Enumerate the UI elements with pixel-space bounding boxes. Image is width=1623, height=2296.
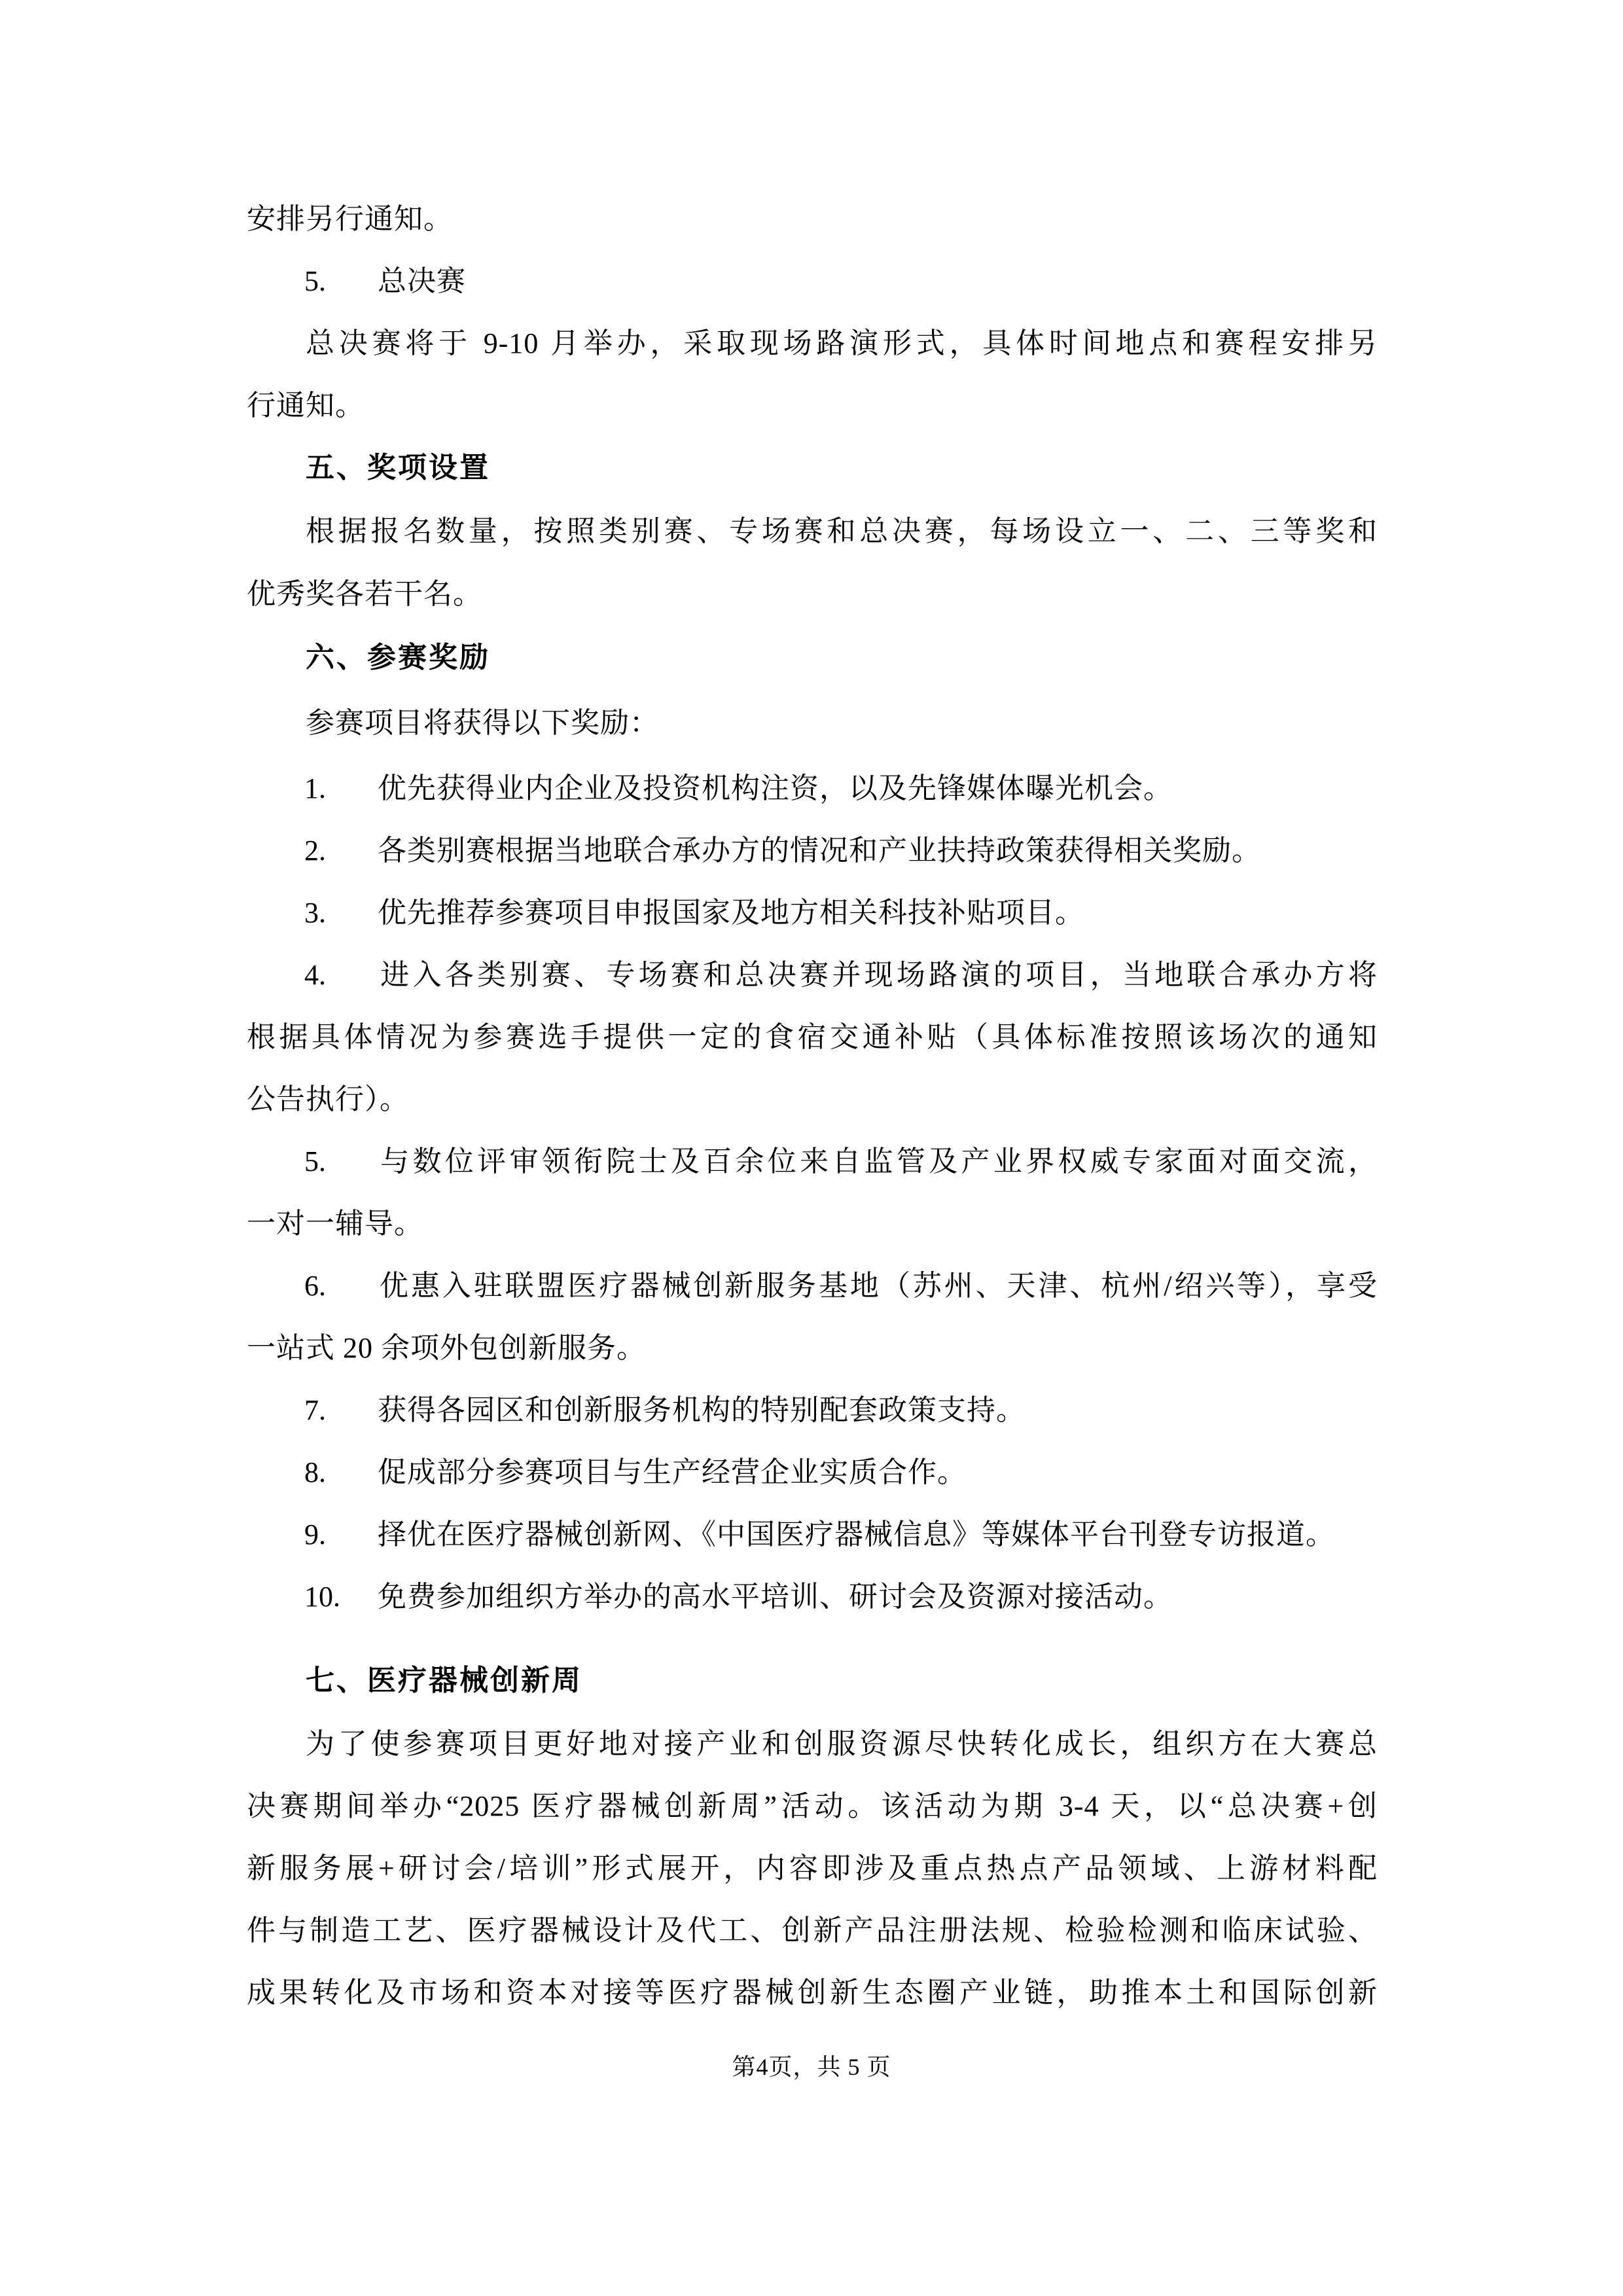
- list-item: [247, 882, 1378, 944]
- list-item-number: 7.: [304, 1394, 326, 1426]
- list-item: [247, 944, 1378, 1007]
- section-heading-innovation-week: 七、医疗器械创新周: [306, 1664, 582, 1696]
- body-text-line: 根据具体情况为参赛选手提供一定的食宿交通补贴（具体标准按照该场次的通知: [247, 1021, 1378, 1053]
- page-number-footer: 第4页，共 5 页: [732, 2054, 891, 2080]
- body-text-line: 决赛期间举办“2025 医疗器械创新周”活动。该活动为期 3-4 天，以“总决赛+创: [247, 1790, 1378, 1822]
- list-item-text: 获得各园区和创新服务机构的特别配套政策支持。: [378, 1394, 1026, 1426]
- list-item: [247, 1130, 1378, 1193]
- list-item: [247, 819, 1378, 882]
- list-item-text: 进入各类别赛、专场赛和总决赛并现场路演的项目，当地联合承办方将: [378, 959, 1378, 991]
- body-text-line: 优秀奖各若干名。: [247, 578, 482, 610]
- body-text-line: 件与制造工艺、医疗器械设计及代工、创新产品注册法规、检验检测和临床试验、: [247, 1914, 1378, 1946]
- body-text-line: 为了使参赛项目更好地对接产业和创服资源尽快转化成长，组织方在大赛总: [306, 1728, 1378, 1760]
- list-item: [247, 1503, 1378, 1566]
- section-heading-rewards: 六、参赛奖励: [306, 641, 490, 673]
- list-item-text: 与数位评审领衔院士及百余位来自监管及产业界权威专家面对面交流，: [378, 1145, 1378, 1177]
- list-item-text: 总决赛: [378, 265, 466, 297]
- body-text-line: 总决赛将于 9-10 月举办，采取现场路演形式，具体时间地点和赛程安排另: [306, 327, 1378, 359]
- list-item-text: 促成部分参赛项目与生产经营企业实质合作。: [378, 1456, 967, 1488]
- list-item-text: 优先获得业内企业及投资机构注资，以及先锋媒体曝光机会。: [378, 772, 1173, 804]
- list-item-number: 3.: [304, 897, 326, 929]
- list-item-text: 优先推荐参赛项目申报国家及地方相关科技补贴项目。: [378, 897, 1084, 929]
- list-item-number: 8.: [304, 1456, 326, 1488]
- list-item: [247, 1255, 1378, 1318]
- list-item: [247, 1379, 1378, 1442]
- list-item: [247, 250, 1378, 313]
- list-item-text: 免费参加组织方举办的高水平培训、研讨会及资源对接活动。: [378, 1581, 1173, 1613]
- list-item-number: 5.: [304, 265, 326, 297]
- list-item-number: 10.: [304, 1581, 340, 1613]
- list-item-number: 6.: [304, 1270, 326, 1302]
- body-text-line: 成果转化及市场和资本对接等医疗器械创新生态圈产业链，助推本土和国际创新: [247, 1977, 1378, 2009]
- body-text-line: 一站式 20 余项外包创新服务。: [247, 1332, 646, 1364]
- body-text-line: 公告执行）。: [247, 1083, 409, 1115]
- list-item: [247, 1566, 1378, 1628]
- list-item-text: 择优在医疗器械创新网、《中国医疗器械信息》等媒体平台刊登专访报道。: [378, 1518, 1335, 1551]
- body-text-line: 根据报名数量，按照类别赛、专场赛和总决赛，每场设立一、二、三等奖和: [306, 515, 1378, 547]
- body-text-line: 一对一辅导。: [247, 1208, 423, 1240]
- list-item-number: 5.: [304, 1145, 326, 1177]
- list-item-number: 1.: [304, 772, 326, 804]
- body-text-line: 安排另行通知。: [247, 203, 453, 235]
- body-text-line: 行通知。: [247, 389, 365, 422]
- body-text-line: 新服务展+研讨会/培训”形式展开，内容即涉及重点热点产品领域、上游材料配: [247, 1852, 1378, 1884]
- list-item-number: 9.: [304, 1518, 326, 1551]
- section-heading-awards: 五、奖项设置: [306, 452, 490, 484]
- list-item-number: 2.: [304, 834, 326, 867]
- list-item-number: 4.: [304, 959, 326, 991]
- list-item: [247, 757, 1378, 820]
- list-item: [247, 1441, 1378, 1504]
- list-item-text: 各类别赛根据当地联合承办方的情况和产业扶持政策获得相关奖励。: [378, 834, 1261, 867]
- list-item-text: 优惠入驻联盟医疗器械创新服务基地（苏州、天津、杭州/绍兴等），享受: [378, 1270, 1378, 1302]
- body-text-line: 参赛项目将获得以下奖励：: [306, 707, 659, 739]
